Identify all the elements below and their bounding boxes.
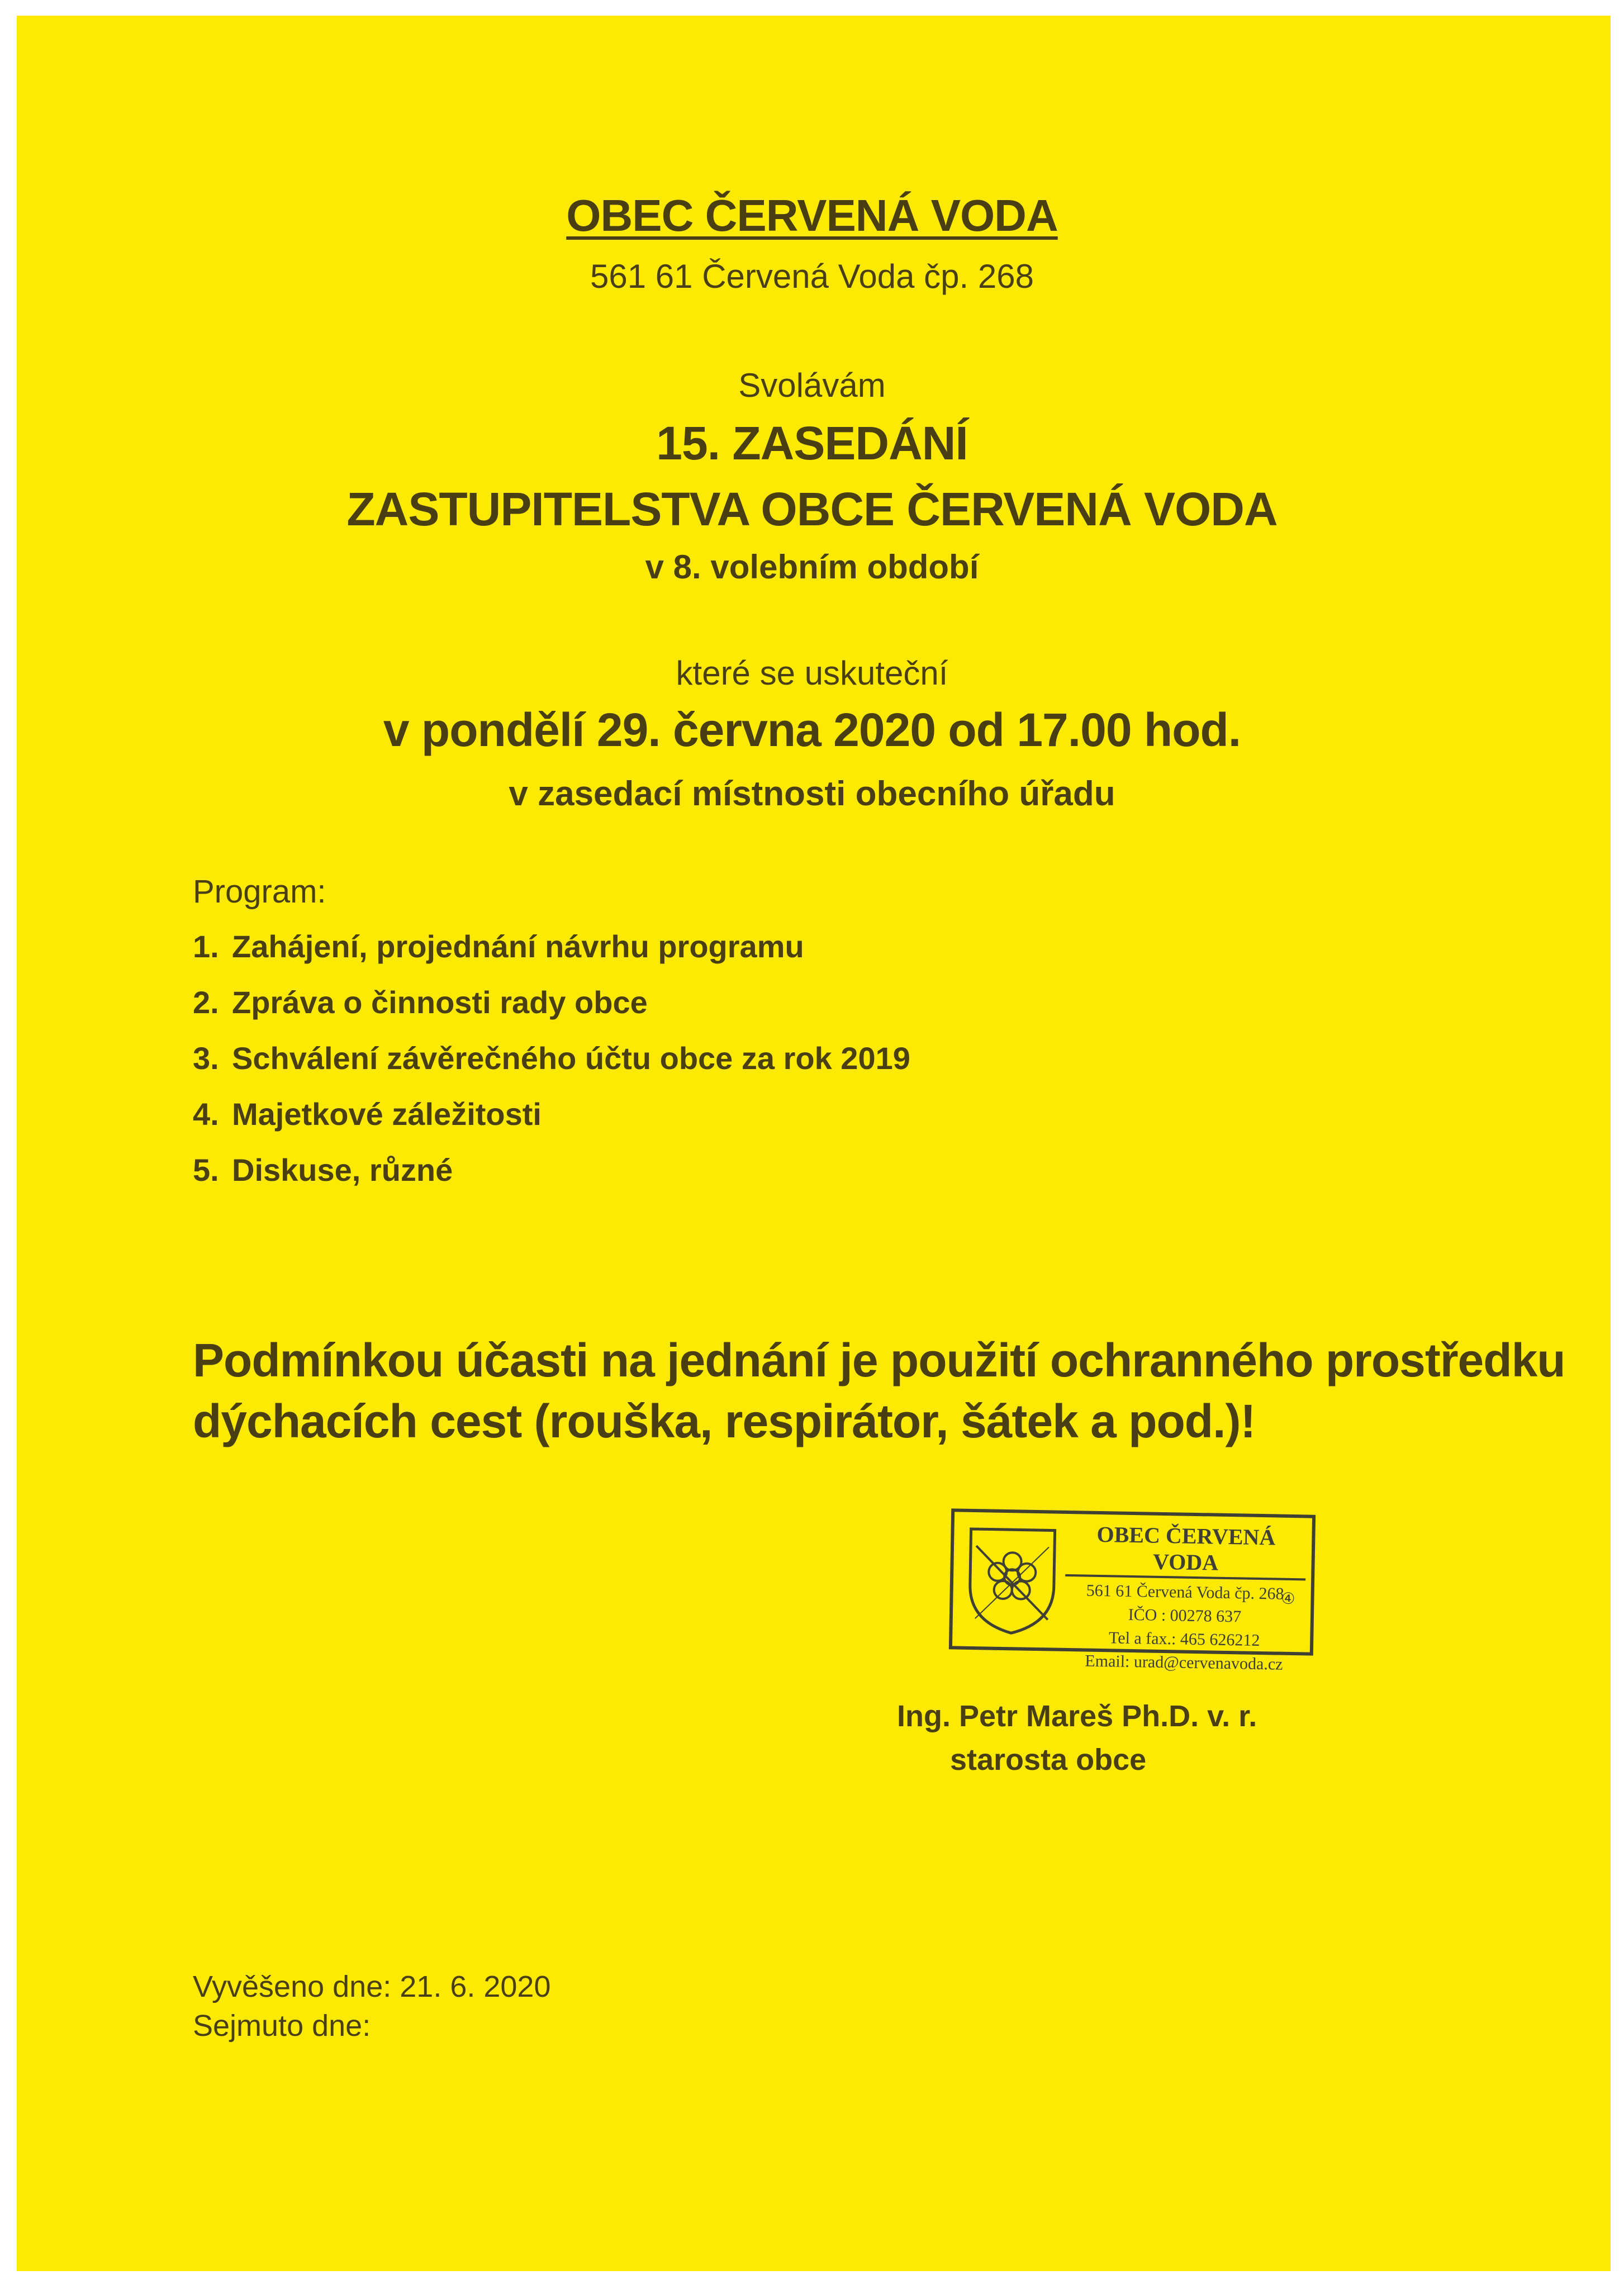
when-intro: které se uskuteční [676, 654, 948, 692]
program-item [193, 1040, 910, 1096]
stamp-address: 561 61 Červená Voda čp. 268 [1086, 1581, 1284, 1603]
org-title: OBEC ČERVENÁ VODA [566, 191, 1058, 240]
program-item [193, 984, 910, 1040]
org-address: 561 61 Červená Voda čp. 268 [590, 258, 1034, 295]
stamp-email: Email: urad@cervenavoda.cz [1085, 1651, 1283, 1674]
program-item [193, 1152, 910, 1208]
mask-requirement-notice [193, 1330, 1565, 1452]
program-item-number: 1. [193, 929, 219, 964]
posting-dates [193, 1967, 551, 2045]
program-label: Program: [193, 873, 326, 910]
program-item-text: Diskuse, různé [232, 1152, 453, 1188]
program-item-number: 3. [193, 1041, 219, 1076]
municipal-stamp [949, 1508, 1316, 1674]
meeting-location: v zasedací místnosti obecního úřadu [509, 775, 1115, 813]
signer-role: starosta obce [950, 1743, 1147, 1777]
stamp-phone: Tel a fax.: 465 626212 [1108, 1628, 1260, 1650]
program-list [193, 928, 910, 1208]
warning-line1: Podmínkou účasti na jednání je použití ochranného prostředku [193, 1334, 1565, 1386]
stamp-org-name: OBEC ČERVENÁ VODA [1065, 1521, 1307, 1580]
program-item-text: Majetkové záležitosti [232, 1096, 542, 1132]
program-item-number: 2. [193, 985, 219, 1020]
electoral-term: v 8. volebním období [645, 548, 979, 586]
program-item-number: 5. [193, 1152, 219, 1188]
program-item-text: Zahájení, projednání návrhu programu [232, 929, 804, 964]
stamp-number-mark: ④ [1281, 1590, 1295, 1608]
program-item [193, 928, 910, 984]
stamp-ico: IČO : 00278 637 [1128, 1605, 1242, 1626]
meeting-datetime: v pondělí 29. června 2020 od 17.00 hod. [383, 704, 1241, 756]
program-section [193, 873, 910, 1208]
rose-coat-of-arms-icon [963, 1523, 1060, 1637]
program-item-text: Zpráva o činnosti rady obce [232, 985, 648, 1020]
meeting-title-line2: ZASTUPITELSTVA OBCE ČERVENÁ VODA [346, 483, 1278, 535]
program-item [193, 1096, 910, 1152]
program-item-text: Schválení závěrečného účtu obce za rok 2019 [232, 1041, 910, 1076]
invitation-intro: Svolávám [738, 367, 886, 404]
removed-date: Sejmuto dne: [193, 2009, 371, 2043]
stamp-text [1063, 1521, 1307, 1677]
posted-date: Vyvěšeno dne: 21. 6. 2020 [193, 1970, 551, 2003]
signer-name: Ing. Petr Mareš Ph.D. v. r. [897, 1699, 1257, 1733]
warning-line2: dýchacích cest (rouška, respirátor, šátek a pod.)! [193, 1395, 1256, 1448]
meeting-title-line1: 15. ZASEDÁNÍ [656, 417, 968, 469]
program-item-number: 4. [193, 1096, 219, 1132]
